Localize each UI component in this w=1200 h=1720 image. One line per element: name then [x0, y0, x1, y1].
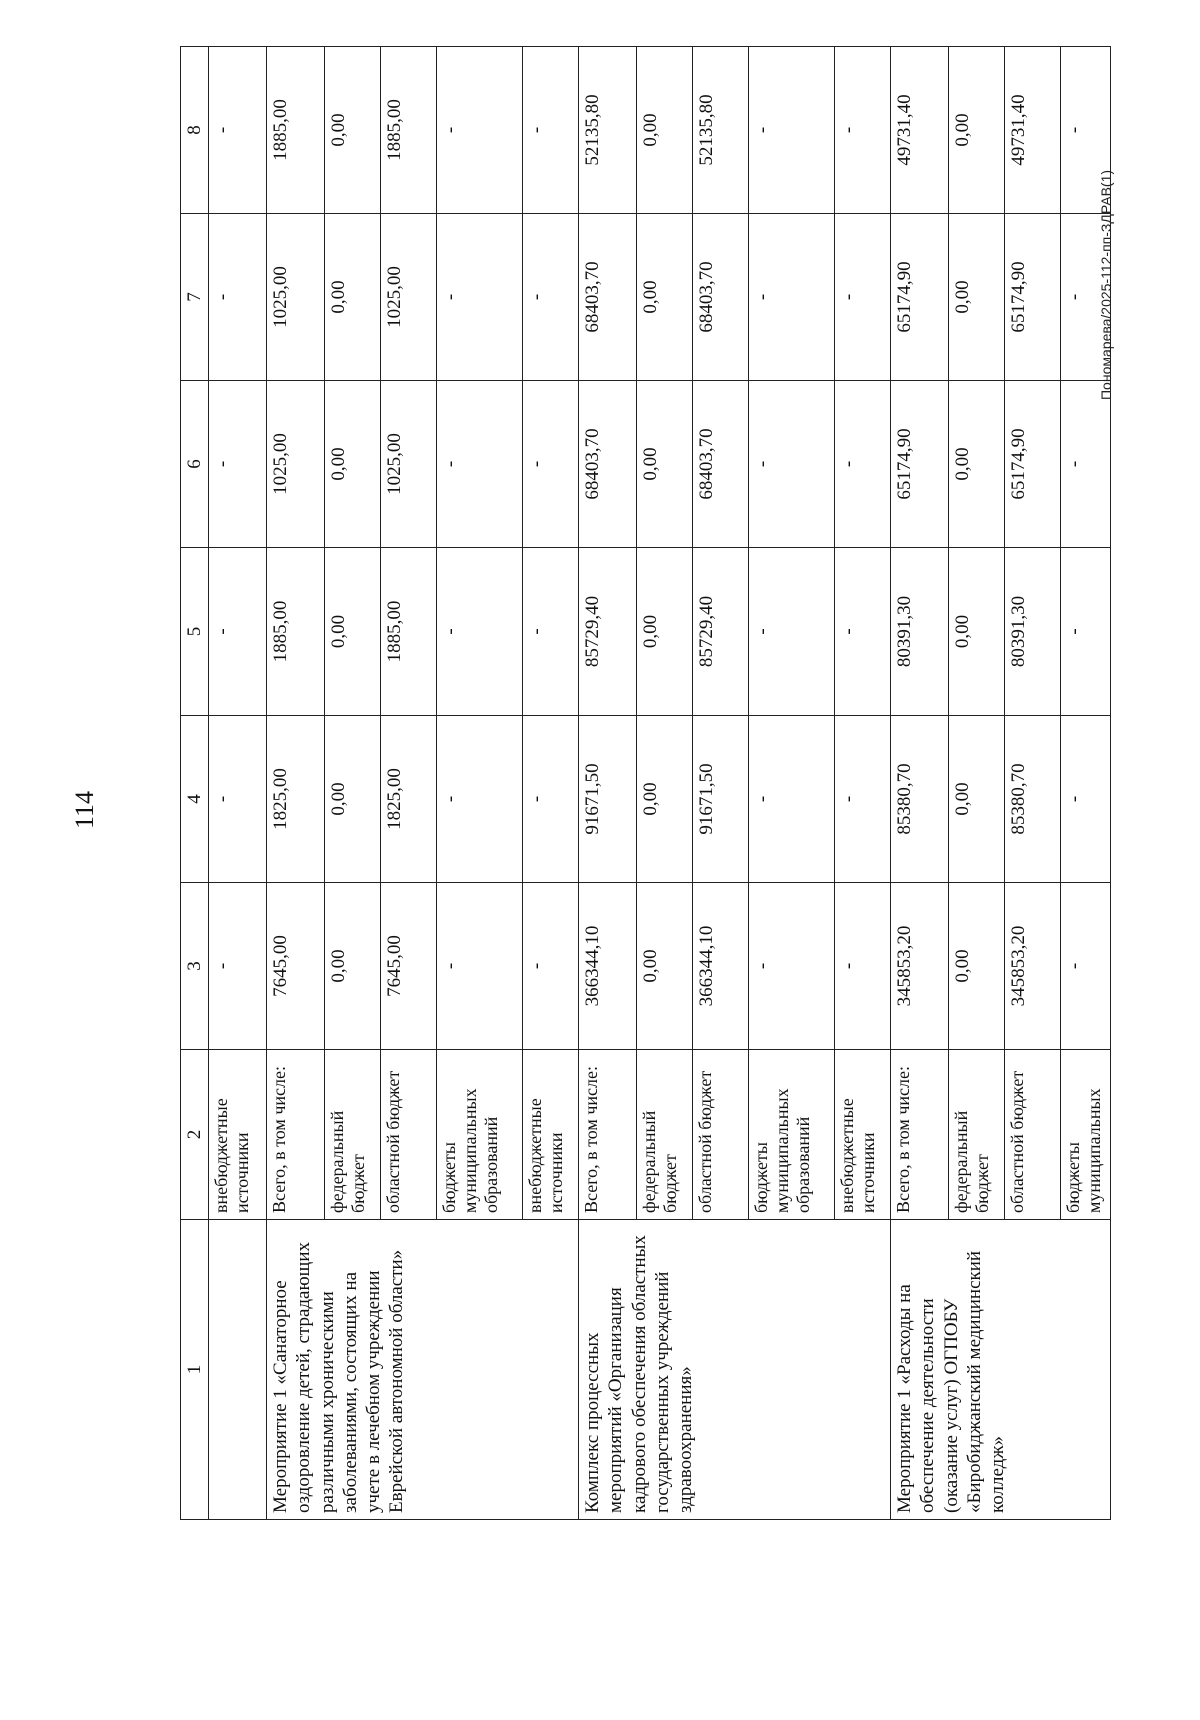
funding-source-cell: Всего, в том числе: — [891, 1050, 949, 1220]
value-cell-6: 0,00 — [325, 381, 381, 548]
value-cell-4: - — [835, 716, 891, 883]
value-cell-7: 0,00 — [637, 214, 693, 381]
value-cell-7: - — [749, 214, 835, 381]
table-body — [181, 47, 1111, 1520]
value-cell-5: 80391,30 — [1005, 548, 1061, 716]
column-header-7: 7 — [181, 214, 209, 381]
value-cell-8: 0,00 — [949, 47, 1005, 214]
value-cell-6: 68403,70 — [693, 381, 749, 548]
value-cell-7: - — [523, 214, 579, 381]
column-header-2: 2 — [181, 1050, 209, 1220]
value-cell-6: 65174,90 — [1005, 381, 1061, 548]
value-cell-7: 0,00 — [949, 214, 1005, 381]
value-cell-3: 7645,00 — [381, 883, 437, 1050]
value-cell-7: 65174,90 — [891, 214, 949, 381]
value-cell-5: 1885,00 — [267, 548, 325, 716]
value-cell-3: - — [835, 883, 891, 1050]
value-cell-7: 68403,70 — [579, 214, 637, 381]
funding-source-cell: бюджеты муниципальных образований — [749, 1050, 835, 1220]
value-cell-5: - — [437, 548, 523, 716]
funding-source-cell: областной бюджет — [381, 1050, 437, 1220]
value-cell-4: 91671,50 — [693, 716, 749, 883]
value-cell-8: 52135,80 — [579, 47, 637, 214]
value-cell-8: - — [523, 47, 579, 214]
value-cell-7: - — [835, 214, 891, 381]
value-cell-4: 1825,00 — [381, 716, 437, 883]
value-cell-8: 1885,00 — [267, 47, 325, 214]
budget-table — [180, 46, 1111, 1520]
column-header-4: 4 — [181, 716, 209, 883]
value-cell-8: - — [437, 47, 523, 214]
value-cell-8: - — [1061, 47, 1111, 214]
value-cell-5: 0,00 — [637, 548, 693, 716]
column-header-3: 3 — [181, 883, 209, 1050]
value-cell-5: 0,00 — [325, 548, 381, 716]
value-cell-4: - — [437, 716, 523, 883]
value-cell-8: 1885,00 — [381, 47, 437, 214]
column-header-5: 5 — [181, 548, 209, 716]
value-cell-3: 0,00 — [637, 883, 693, 1050]
value-cell-4: 85380,70 — [1005, 716, 1061, 883]
value-cell-3: - — [437, 883, 523, 1050]
funding-source-cell: Всего, в том числе: — [579, 1050, 637, 1220]
value-cell-5: - — [209, 548, 267, 716]
funding-source-cell: внебюджетные источники — [523, 1050, 579, 1220]
value-cell-8: 49731,40 — [1005, 47, 1061, 214]
value-cell-4: - — [523, 716, 579, 883]
value-cell-3: - — [523, 883, 579, 1050]
funding-source-cell: федеральный бюджет — [949, 1050, 1005, 1220]
table-row — [209, 47, 267, 1520]
value-cell-8: - — [209, 47, 267, 214]
value-cell-6: - — [749, 381, 835, 548]
value-cell-5: 85729,40 — [579, 548, 637, 716]
value-cell-8: - — [835, 47, 891, 214]
value-cell-6: - — [835, 381, 891, 548]
value-cell-4: 0,00 — [949, 716, 1005, 883]
value-cell-6: - — [1061, 381, 1111, 548]
event-name-cell: Мероприятие 1 «Санаторное оздоровление детей, страдающих различными хроническими заболеваниями, состоящих на учете в лечебном учреждении Еврейской автономной области» — [267, 1220, 579, 1520]
funding-source-cell: бюджеты муниципальных образований — [437, 1050, 523, 1220]
value-cell-5: 85729,40 — [693, 548, 749, 716]
value-cell-3: 345853,20 — [1005, 883, 1061, 1050]
value-cell-3: - — [749, 883, 835, 1050]
funding-source-cell: областной бюджет — [693, 1050, 749, 1220]
value-cell-6: 65174,90 — [891, 381, 949, 548]
event-name-cell — [209, 1220, 267, 1520]
column-header-6: 6 — [181, 381, 209, 548]
funding-source-cell: бюджеты муниципальных — [1061, 1050, 1111, 1220]
document-footer: Пономарева/2025-112-пп-ЗДРАВ(1) — [1098, 169, 1114, 400]
value-cell-6: 0,00 — [949, 381, 1005, 548]
value-cell-7: - — [437, 214, 523, 381]
event-name-cell: Мероприятие 1 «Расходы на обеспечение деятельности (оказание услуг) ОГПОБУ «Биробиджанский медицинский колледж» — [891, 1220, 1111, 1520]
value-cell-7: 1025,00 — [381, 214, 437, 381]
value-cell-4: 91671,50 — [579, 716, 637, 883]
value-cell-4: 0,00 — [637, 716, 693, 883]
value-cell-8: 52135,80 — [693, 47, 749, 214]
value-cell-5: - — [523, 548, 579, 716]
table-row — [579, 47, 637, 1520]
value-cell-8: - — [749, 47, 835, 214]
value-cell-6: - — [209, 381, 267, 548]
page-number: 114 — [70, 790, 99, 830]
value-cell-8: 0,00 — [637, 47, 693, 214]
value-cell-7: - — [209, 214, 267, 381]
value-cell-6: 1025,00 — [267, 381, 325, 548]
value-cell-5: 1885,00 — [381, 548, 437, 716]
value-cell-4: 85380,70 — [891, 716, 949, 883]
value-cell-7: - — [1061, 214, 1111, 381]
value-cell-6: 68403,70 — [579, 381, 637, 548]
value-cell-3: 366344,10 — [693, 883, 749, 1050]
value-cell-6: - — [437, 381, 523, 548]
value-cell-7: 1025,00 — [267, 214, 325, 381]
value-cell-4: - — [1061, 716, 1111, 883]
value-cell-3: 7645,00 — [267, 883, 325, 1050]
value-cell-7: 65174,90 — [1005, 214, 1061, 381]
value-cell-4: 1825,00 — [267, 716, 325, 883]
value-cell-3: 366344,10 — [579, 883, 637, 1050]
event-name-cell: Комплекс процессных мероприятий «Организация кадрового обеспечения областных государственных учреждений здравоохранения» — [579, 1220, 891, 1520]
column-header-8: 8 — [181, 47, 209, 214]
value-cell-5: - — [1061, 548, 1111, 716]
column-number-row — [181, 47, 209, 1520]
funding-source-cell: внебюджетные источники — [209, 1050, 267, 1220]
table-row — [891, 47, 949, 1520]
value-cell-8: 0,00 — [325, 47, 381, 214]
funding-source-cell: федеральный бюджет — [325, 1050, 381, 1220]
value-cell-4: - — [749, 716, 835, 883]
value-cell-3: 345853,20 — [891, 883, 949, 1050]
value-cell-5: 80391,30 — [891, 548, 949, 716]
value-cell-6: 1025,00 — [381, 381, 437, 548]
value-cell-5: - — [835, 548, 891, 716]
value-cell-6: - — [523, 381, 579, 548]
value-cell-3: - — [209, 883, 267, 1050]
funding-source-cell: Всего, в том числе: — [267, 1050, 325, 1220]
table-row — [267, 47, 325, 1520]
value-cell-7: 68403,70 — [693, 214, 749, 381]
column-header-1: 1 — [181, 1220, 209, 1520]
value-cell-3: 0,00 — [325, 883, 381, 1050]
funding-source-cell: областной бюджет — [1005, 1050, 1061, 1220]
value-cell-6: 0,00 — [637, 381, 693, 548]
value-cell-4: - — [209, 716, 267, 883]
value-cell-5: - — [749, 548, 835, 716]
value-cell-4: 0,00 — [325, 716, 381, 883]
value-cell-7: 0,00 — [325, 214, 381, 381]
value-cell-3: - — [1061, 883, 1111, 1050]
funding-source-cell: федеральный бюджет — [637, 1050, 693, 1220]
value-cell-8: 49731,40 — [891, 47, 949, 214]
funding-source-cell: внебюджетные источники — [835, 1050, 891, 1220]
value-cell-3: 0,00 — [949, 883, 1005, 1050]
value-cell-5: 0,00 — [949, 548, 1005, 716]
